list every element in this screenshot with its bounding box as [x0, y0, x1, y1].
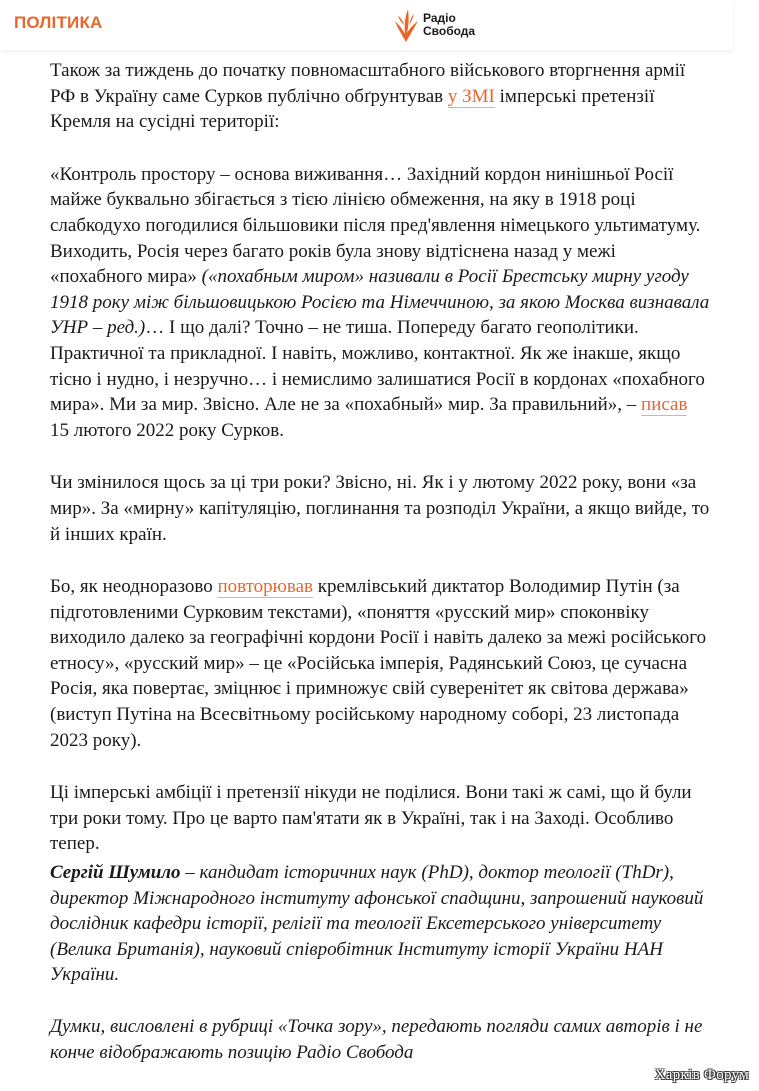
logo-text	[423, 12, 475, 38]
paragraph-4: Бо, як неодноразово повторював кремлівський диктатор Володимир Путін (за підготовленими Сурковим текстами), «поняття «русский мир» споконвіку виходило далеко за географічні кордони Росії і навіть далеко за межі російського етносу», «русский мир» – це «Російська імперія, Радянський Союз, це сучасна Росія, яка повертає, зміцнює і примножує свій суверенітет як світова держава» (виступ Путіна на Всесвітньому російському народному соборі, 23 листопада 2023 року).	[50, 576, 707, 751]
site-logo[interactable]	[392, 7, 475, 43]
link-media[interactable]: у ЗМІ	[447, 85, 495, 107]
link-wrote[interactable]: писав	[641, 394, 688, 416]
link-repeated[interactable]: повторював	[217, 576, 313, 598]
author-name: Сергій Шумило	[50, 862, 181, 883]
watermark: Харків Форум	[654, 1067, 749, 1083]
site-header	[0, 0, 733, 50]
article-body	[50, 58, 710, 855]
radio-svoboda-flame-icon	[392, 7, 420, 43]
author-bio: Сергій Шумило – кандидат історичних наук (PhD), доктор теології (ThDr), директор Міжнародного інституту афонської спадщини, запрошений науковий дослідник кафедри історії, релігії та теології Ексетерського університету (Велика Британія), науковий співробітник Інституту історії України НАН України.	[50, 862, 704, 986]
paragraph-3: Чи змінилося щось за ці три роки? Звісно, ні. Як і у лютому 2022 року, вони «за мир». За «мирну» капітуляцію, поглинання та розподіл України, а якщо вийде, то й інших країн.	[50, 472, 710, 545]
paragraph-1: Також за тиждень до початку повномасштабного військового вторгнення армії РФ в Україну саме Сурков публічно обґрунтував у ЗМІ імперські претензії Кремля на сусідні території:	[50, 60, 686, 133]
paragraph-2-quote: «Контроль простору – основа виживання… Західний кордон нинішньої Росії майже буквально збігається з тією лінією обмеження, на яку в 1918 році слабкодухо погодилися більшовики після пред'явлення німецького ультиматуму. Виходить, Росія через багато років була знову відтіснена назад у межі «похабного мира» («похабным миром» називали в Росії Брестську мирну угоду 1918 року між більшовицькою Росією та Німеччиною, за якою Москва визнавала УНР – ред.)… І що далі? Точно – не тиша. Попереду багато геополітики. Практичної та прикладної. І навіть, можливо, контактної. Як же інакше, якщо тісно і нудно, і незручно… і немислимо залишатися Росії в кордонах «похабного мира». Ми за мир. Звісно. Але не за «похабный» мир. За правильний», – писав 15 лютого 2022 року Сурков.	[50, 163, 710, 441]
author-note	[50, 860, 715, 1091]
paragraph-5: Ці імперські амбіції і претензії нікуди не поділися. Вони такі ж самі, що й були три роки тому. Про це варто пам'ятати як в Україні, так і на Заході. Особливо тепер.	[50, 782, 692, 855]
section-label[interactable]: ПОЛІТИКА	[14, 13, 103, 32]
logo-line1: Радіо	[423, 11, 456, 25]
editor-note: («похабным миром» називали в Росії Брестську мирну угоду 1918 року між більшовицькою Росією та Німеччиною, за якою Москва визнавала УНР – ред.)	[50, 266, 710, 339]
disclaimer: Думки, висловлені в рубриці «Точка зору», передають погляди самих авторів і не конче відображають позицію Радіо Свобода	[50, 1015, 703, 1063]
logo-line2: Свобода	[423, 24, 476, 38]
